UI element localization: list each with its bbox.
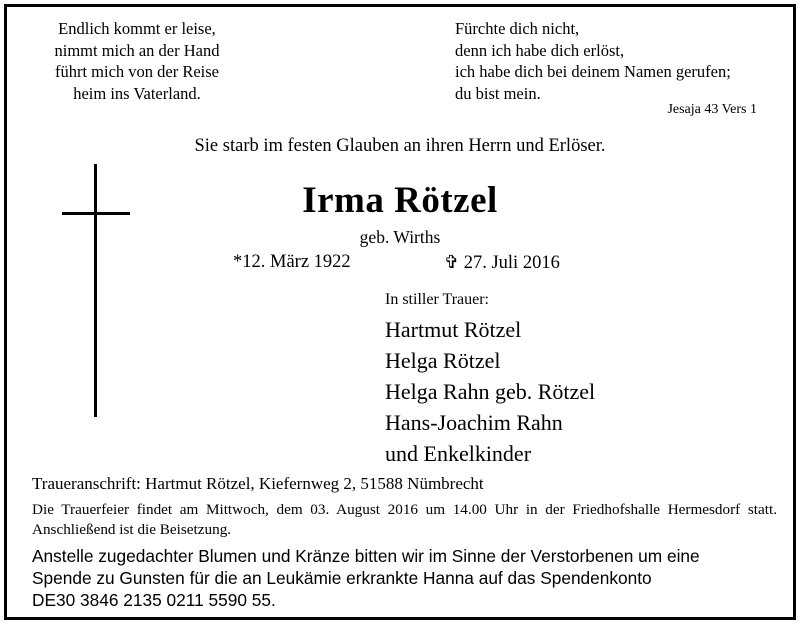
born-name: geb. Wirths <box>359 227 441 247</box>
donation-line: DE30 3846 2135 0211 5590 55. <box>32 590 276 610</box>
birth-date: 12. März 1922 <box>242 252 351 272</box>
verse-left-line: Endlich kommt er leise, <box>58 19 216 38</box>
mourners-list <box>385 314 595 469</box>
death-date-line <box>444 252 560 274</box>
verse-reference: Jesaja 43 Vers 1 <box>667 102 757 117</box>
verse-right-line: denn ich habe dich erlöst, <box>455 40 625 60</box>
mourner-name: Helga Rötzel <box>385 348 501 373</box>
deceased-name: Irma Rötzel <box>302 180 498 221</box>
mourner-name: und Enkelkinder <box>385 441 532 466</box>
donation-line: Spende zu Gunsten für die an Leukämie erkrankte Hanna auf das Spendenkonto <box>32 568 652 588</box>
verse-left-line: heim ins Vaterland. <box>73 83 201 103</box>
death-date: 27. Juli 2016 <box>463 253 560 273</box>
verse-right-line: ich habe dich bei deinem Namen gerufen; <box>455 62 731 81</box>
funeral-service-info: Die Trauerfeier findet am Mittwoch, dem 03. August 2016 um 14.00 Uhr in der Friedhofshalle Hermesdorf statt. Anschließend ist die Beisetzung. <box>32 501 777 538</box>
verse-right-line: Fürchte dich nicht, <box>455 19 580 38</box>
donation-request <box>32 545 777 611</box>
mourner-name: Helga Rahn geb. Rötzel <box>385 379 596 404</box>
verse-left-line: nimmt mich an der Hand <box>54 40 220 60</box>
verse-right <box>455 18 731 104</box>
mourning-address: Traueranschrift: Hartmut Rötzel, Kiefernweg 2, 51588 Nümbrecht <box>32 474 484 493</box>
verse-right-line: du bist mein. <box>455 83 541 103</box>
mourners-label: In stiller Trauer: <box>385 291 489 308</box>
obituary-notice <box>4 4 796 620</box>
verse-left <box>32 18 242 104</box>
faith-line: Sie starb im festen Glauben an ihren Herrn und Erlöser. <box>194 136 606 156</box>
mourner-name: Hans-Joachim Rahn <box>385 410 563 435</box>
donation-line: Anstelle zugedachter Blumen und Kränze bitten wir im Sinne der Verstorbenen um eine <box>32 546 700 566</box>
mourner-name: Hartmut Rötzel <box>385 317 522 342</box>
birth-date-line <box>233 252 351 273</box>
verse-left-line: führt mich von der Reise <box>54 62 220 81</box>
birth-symbol: * <box>233 252 243 272</box>
death-cross-icon: ✞ <box>444 252 460 272</box>
